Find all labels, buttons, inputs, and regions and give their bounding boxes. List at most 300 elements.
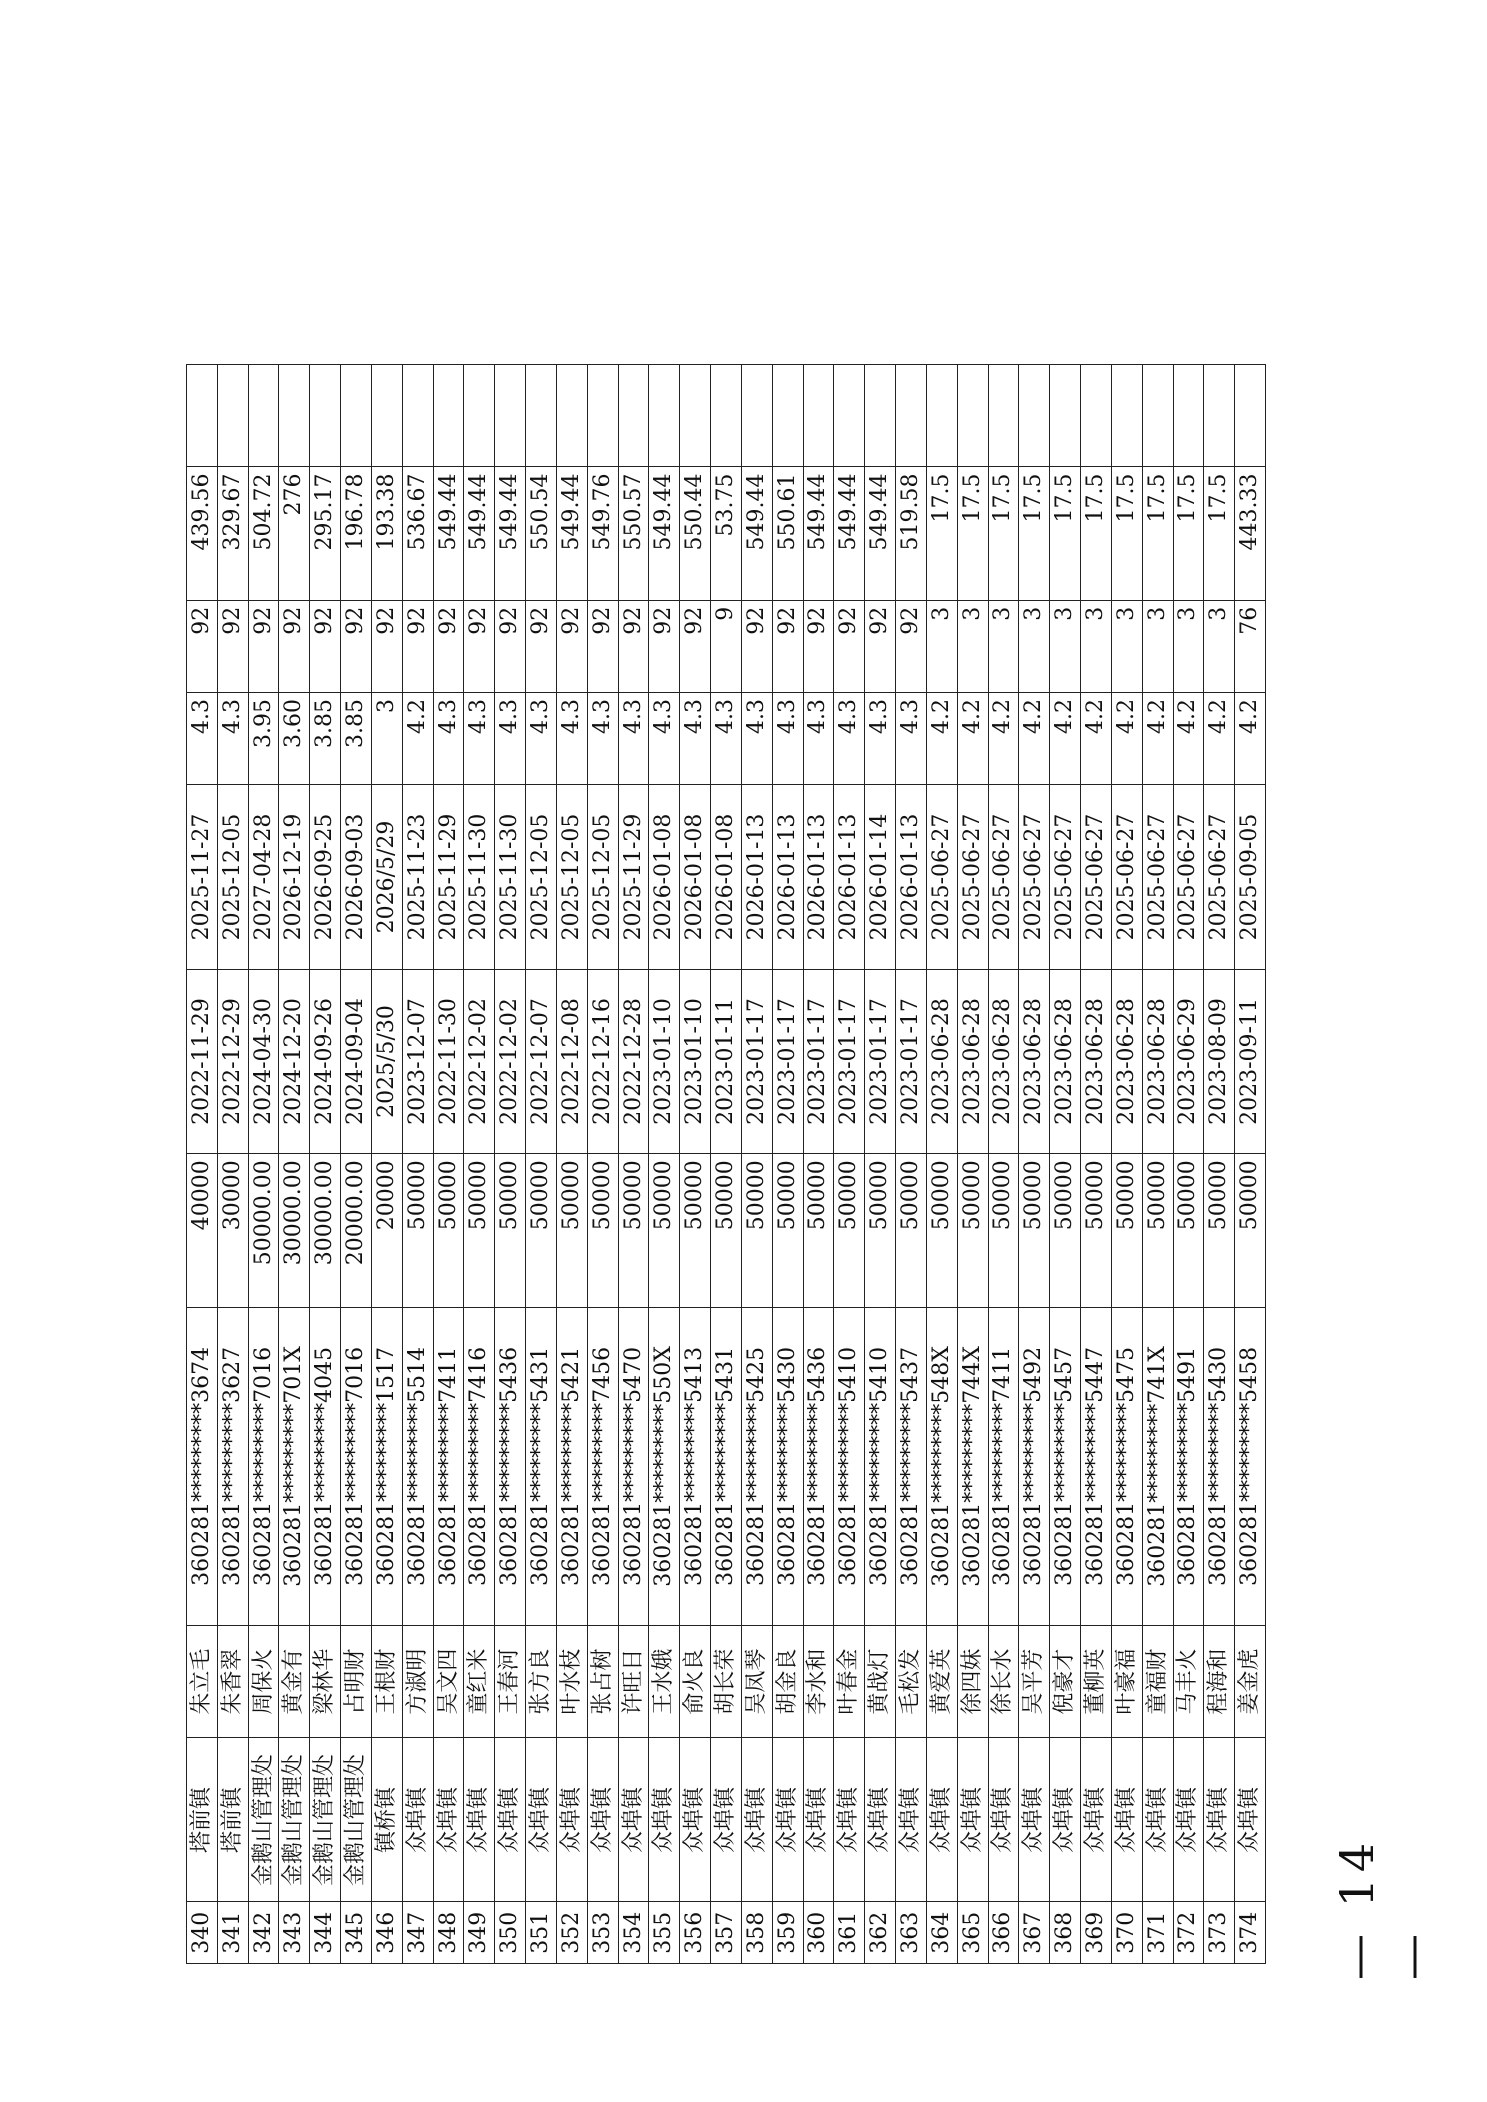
cell-rate: 4.2 — [1235, 693, 1266, 785]
cell-id: 360281*********701X — [279, 1308, 310, 1626]
cell-name: 许旺日 — [618, 1625, 649, 1738]
cell-days: 3 — [1111, 600, 1142, 692]
cell-days: 3 — [1173, 600, 1204, 692]
cell-amount: 50000 — [1019, 1154, 1050, 1308]
cell-start: 2023-12-07 — [402, 969, 433, 1154]
cell-rate: 4.3 — [464, 693, 495, 785]
cell-rate: 3.85 — [341, 693, 372, 785]
cell-id: 360281*********7411 — [433, 1308, 464, 1626]
cell-amount: 50000 — [1142, 1154, 1173, 1308]
cell-days: 92 — [680, 600, 711, 692]
table-body — [187, 365, 1266, 1964]
cell-id: 360281*********5437 — [896, 1308, 927, 1626]
cell-end: 2025-11-29 — [618, 785, 649, 970]
table-row — [741, 365, 772, 1964]
cell-id: 360281*********5413 — [680, 1308, 711, 1626]
cell-interest: 17.5 — [957, 467, 988, 600]
cell-town: 众埠镇 — [1019, 1738, 1050, 1902]
cell-interest: 329.67 — [217, 467, 248, 600]
cell-id: 360281*********1517 — [371, 1308, 402, 1626]
cell-end: 2025-06-27 — [926, 785, 957, 970]
cell-days: 9 — [711, 600, 742, 692]
cell-town: 塔前镇 — [217, 1738, 248, 1902]
cell-id: 360281*********744X — [957, 1308, 988, 1626]
cell-id: 360281*********7456 — [587, 1308, 618, 1626]
cell-no: 360 — [803, 1902, 834, 1964]
cell-rate: 4.2 — [1019, 693, 1050, 785]
cell-name: 王根财 — [371, 1625, 402, 1738]
cell-remark — [371, 365, 402, 468]
cell-town: 众埠镇 — [680, 1738, 711, 1902]
cell-remark — [279, 365, 310, 468]
cell-name: 吴凤琴 — [741, 1625, 772, 1738]
table-row — [865, 365, 896, 1964]
cell-rate: 4.3 — [741, 693, 772, 785]
cell-no: 347 — [402, 1902, 433, 1964]
cell-no: 341 — [217, 1902, 248, 1964]
cell-amount: 50000 — [865, 1154, 896, 1308]
cell-days: 92 — [402, 600, 433, 692]
cell-no: 369 — [1081, 1902, 1112, 1964]
cell-days: 92 — [649, 600, 680, 692]
cell-rate: 4.3 — [187, 693, 218, 785]
cell-rate: 4.3 — [772, 693, 803, 785]
cell-amount: 50000 — [988, 1154, 1019, 1308]
cell-interest: 17.5 — [988, 467, 1019, 600]
cell-name: 黄战灯 — [865, 1625, 896, 1738]
cell-rate: 4.3 — [711, 693, 742, 785]
cell-end: 2025-12-05 — [587, 785, 618, 970]
table-row — [1204, 365, 1235, 1964]
table-row — [988, 365, 1019, 1964]
cell-interest: 519.58 — [896, 467, 927, 600]
cell-no: 350 — [495, 1902, 526, 1964]
cell-id: 360281*********5491 — [1173, 1308, 1204, 1626]
cell-id: 360281*********550X — [649, 1308, 680, 1626]
cell-remark — [680, 365, 711, 468]
cell-remark — [495, 365, 526, 468]
cell-rate: 4.3 — [649, 693, 680, 785]
cell-name: 张占树 — [587, 1625, 618, 1738]
cell-amount: 50000 — [957, 1154, 988, 1308]
cell-remark — [587, 365, 618, 468]
cell-end: 2026-01-08 — [711, 785, 742, 970]
cell-no: 368 — [1050, 1902, 1081, 1964]
cell-no: 363 — [896, 1902, 927, 1964]
table-row — [1050, 365, 1081, 1964]
cell-amount: 50000 — [433, 1154, 464, 1308]
cell-no: 351 — [526, 1902, 557, 1964]
cell-remark — [988, 365, 1019, 468]
cell-interest: 504.72 — [248, 467, 279, 600]
cell-end: 2025-12-05 — [526, 785, 557, 970]
cell-days: 92 — [464, 600, 495, 692]
cell-rate: 4.2 — [1111, 693, 1142, 785]
cell-town: 众埠镇 — [587, 1738, 618, 1902]
cell-no: 365 — [957, 1902, 988, 1964]
table-row — [834, 365, 865, 1964]
cell-town: 金鹅山管理处 — [279, 1738, 310, 1902]
cell-interest: 536.67 — [402, 467, 433, 600]
cell-amount: 30000.00 — [279, 1154, 310, 1308]
cell-rate: 4.3 — [680, 693, 711, 785]
cell-rate: 4.3 — [896, 693, 927, 785]
cell-end: 2025-06-27 — [1050, 785, 1081, 970]
cell-name: 程海和 — [1204, 1625, 1235, 1738]
cell-end: 2025-12-05 — [217, 785, 248, 970]
cell-start: 2024-09-26 — [310, 969, 341, 1154]
cell-end: 2025-06-27 — [1173, 785, 1204, 970]
cell-interest: 549.44 — [649, 467, 680, 600]
cell-days: 3 — [1142, 600, 1173, 692]
cell-amount: 40000 — [187, 1154, 218, 1308]
cell-town: 金鹅山管理处 — [310, 1738, 341, 1902]
cell-id: 360281*********3627 — [217, 1308, 248, 1626]
table-row — [649, 365, 680, 1964]
cell-no: 364 — [926, 1902, 957, 1964]
cell-town: 众埠镇 — [803, 1738, 834, 1902]
cell-town: 众埠镇 — [556, 1738, 587, 1902]
cell-id: 360281*********5431 — [526, 1308, 557, 1626]
cell-end: 2025-06-27 — [957, 785, 988, 970]
cell-interest: 193.38 — [371, 467, 402, 600]
cell-no: 345 — [341, 1902, 372, 1964]
cell-id: 360281*********5436 — [495, 1308, 526, 1626]
cell-start: 2023-01-11 — [711, 969, 742, 1154]
cell-id: 360281*********5425 — [741, 1308, 772, 1626]
cell-end: 2026-01-08 — [680, 785, 711, 970]
cell-interest: 549.44 — [556, 467, 587, 600]
cell-amount: 50000 — [495, 1154, 526, 1308]
cell-town: 众埠镇 — [834, 1738, 865, 1902]
cell-amount: 50000 — [803, 1154, 834, 1308]
cell-rate: 4.3 — [217, 693, 248, 785]
cell-remark — [711, 365, 742, 468]
cell-amount: 20000.00 — [341, 1154, 372, 1308]
cell-town: 众埠镇 — [526, 1738, 557, 1902]
cell-interest: 295.17 — [310, 467, 341, 600]
cell-remark — [1235, 365, 1266, 468]
cell-interest: 550.54 — [526, 467, 557, 600]
cell-town: 众埠镇 — [618, 1738, 649, 1902]
cell-end: 2026-01-13 — [741, 785, 772, 970]
cell-id: 360281*********5421 — [556, 1308, 587, 1626]
cell-days: 92 — [279, 600, 310, 692]
cell-no: 354 — [618, 1902, 649, 1964]
cell-id: 360281*********5470 — [618, 1308, 649, 1626]
cell-amount: 50000 — [402, 1154, 433, 1308]
cell-days: 92 — [896, 600, 927, 692]
cell-days: 92 — [217, 600, 248, 692]
cell-end: 2026-12-19 — [279, 785, 310, 970]
cell-town: 众埠镇 — [988, 1738, 1019, 1902]
cell-name: 胡长荣 — [711, 1625, 742, 1738]
table-row — [310, 365, 341, 1964]
cell-interest: 17.5 — [1050, 467, 1081, 600]
table-row — [587, 365, 618, 1964]
cell-days: 92 — [248, 600, 279, 692]
cell-amount: 50000 — [926, 1154, 957, 1308]
cell-town: 众埠镇 — [896, 1738, 927, 1902]
cell-name: 倪豪才 — [1050, 1625, 1081, 1738]
cell-name: 马丰火 — [1173, 1625, 1204, 1738]
cell-remark — [341, 365, 372, 468]
cell-remark — [896, 365, 927, 468]
cell-remark — [526, 365, 557, 468]
cell-end: 2025-12-05 — [556, 785, 587, 970]
cell-amount: 30000 — [217, 1154, 248, 1308]
cell-end: 2025-11-29 — [433, 785, 464, 970]
table-row — [464, 365, 495, 1964]
cell-end: 2026-09-25 — [310, 785, 341, 970]
cell-remark — [957, 365, 988, 468]
cell-remark — [1050, 365, 1081, 468]
cell-id: 360281*********5457 — [1050, 1308, 1081, 1626]
cell-no: 374 — [1235, 1902, 1266, 1964]
cell-start: 2023-01-10 — [680, 969, 711, 1154]
cell-remark — [1019, 365, 1050, 468]
cell-town: 金鹅山管理处 — [248, 1738, 279, 1902]
cell-end: 2026-01-13 — [834, 785, 865, 970]
cell-end: 2026-01-08 — [649, 785, 680, 970]
cell-start: 2022-11-29 — [187, 969, 218, 1154]
cell-start: 2023-06-28 — [1142, 969, 1173, 1154]
table-row — [1081, 365, 1112, 1964]
cell-amount: 50000 — [1050, 1154, 1081, 1308]
cell-rate: 3.60 — [279, 693, 310, 785]
cell-interest: 17.5 — [1019, 467, 1050, 600]
cell-interest: 17.5 — [1173, 467, 1204, 600]
cell-remark — [618, 365, 649, 468]
table-row — [1019, 365, 1050, 1964]
table-row — [772, 365, 803, 1964]
cell-rate: 4.2 — [1050, 693, 1081, 785]
cell-amount: 50000 — [1111, 1154, 1142, 1308]
cell-start: 2024-09-04 — [341, 969, 372, 1154]
cell-no: 346 — [371, 1902, 402, 1964]
cell-no: 361 — [834, 1902, 865, 1964]
cell-interest: 549.76 — [587, 467, 618, 600]
cell-amount: 50000 — [1081, 1154, 1112, 1308]
cell-name: 徐长水 — [988, 1625, 1019, 1738]
cell-end: 2025-11-23 — [402, 785, 433, 970]
cell-rate: 3.95 — [248, 693, 279, 785]
cell-no: 349 — [464, 1902, 495, 1964]
cell-id: 360281*********5430 — [1204, 1308, 1235, 1626]
cell-no: 342 — [248, 1902, 279, 1964]
cell-days: 3 — [1081, 600, 1112, 692]
cell-no: 343 — [279, 1902, 310, 1964]
cell-days: 92 — [618, 600, 649, 692]
cell-id: 360281*********4045 — [310, 1308, 341, 1626]
cell-name: 吴文四 — [433, 1625, 464, 1738]
cell-interest: 549.44 — [464, 467, 495, 600]
table-row — [433, 365, 464, 1964]
cell-town: 众埠镇 — [464, 1738, 495, 1902]
cell-name: 叶春金 — [834, 1625, 865, 1738]
table-row — [896, 365, 927, 1964]
cell-name: 姜金虎 — [1235, 1625, 1266, 1738]
cell-no: 348 — [433, 1902, 464, 1964]
cell-town: 众埠镇 — [1111, 1738, 1142, 1902]
table-row — [957, 365, 988, 1964]
cell-amount: 50000 — [618, 1154, 649, 1308]
cell-remark — [1111, 365, 1142, 468]
cell-id: 360281*********741X — [1142, 1308, 1173, 1626]
cell-rate: 4.3 — [526, 693, 557, 785]
cell-interest: 549.44 — [834, 467, 865, 600]
cell-id: 360281*********7411 — [988, 1308, 1019, 1626]
table-row — [187, 365, 218, 1964]
cell-town: 众埠镇 — [741, 1738, 772, 1902]
cell-rate: 4.2 — [1142, 693, 1173, 785]
cell-interest: 17.5 — [926, 467, 957, 600]
cell-id: 360281*********5514 — [402, 1308, 433, 1626]
cell-start: 2024-04-30 — [248, 969, 279, 1154]
cell-start: 2023-06-28 — [1081, 969, 1112, 1154]
cell-rate: 3.85 — [310, 693, 341, 785]
cell-end: 2025-06-27 — [1081, 785, 1112, 970]
table-row — [279, 365, 310, 1964]
cell-interest: 53.75 — [711, 467, 742, 600]
cell-start: 2023-06-28 — [1111, 969, 1142, 1154]
cell-days: 3 — [1050, 600, 1081, 692]
cell-id: 360281*********5430 — [772, 1308, 803, 1626]
cell-no: 356 — [680, 1902, 711, 1964]
cell-no: 344 — [310, 1902, 341, 1964]
cell-remark — [865, 365, 896, 468]
cell-remark — [556, 365, 587, 468]
table-row — [1111, 365, 1142, 1964]
cell-end: 2026-01-13 — [772, 785, 803, 970]
cell-no: 353 — [587, 1902, 618, 1964]
cell-days: 92 — [187, 600, 218, 692]
cell-remark — [187, 365, 218, 468]
cell-interest: 17.5 — [1081, 467, 1112, 600]
cell-amount: 50000 — [680, 1154, 711, 1308]
cell-amount: 30000.00 — [310, 1154, 341, 1308]
cell-amount: 50000 — [464, 1154, 495, 1308]
cell-interest: 439.56 — [187, 467, 218, 600]
table-row — [248, 365, 279, 1964]
cell-interest: 550.57 — [618, 467, 649, 600]
cell-rate: 4.2 — [957, 693, 988, 785]
cell-start: 2022-12-02 — [464, 969, 495, 1154]
cell-no: 358 — [741, 1902, 772, 1964]
cell-town: 众埠镇 — [926, 1738, 957, 1902]
cell-amount: 50000 — [1173, 1154, 1204, 1308]
cell-no: 359 — [772, 1902, 803, 1964]
cell-id: 360281*********548X — [926, 1308, 957, 1626]
cell-end: 2026/5/29 — [371, 785, 402, 970]
cell-id: 360281*********5458 — [1235, 1308, 1266, 1626]
cell-name: 胡金良 — [772, 1625, 803, 1738]
cell-start: 2022-12-16 — [587, 969, 618, 1154]
table-row — [1142, 365, 1173, 1964]
cell-name: 张方良 — [526, 1625, 557, 1738]
cell-town: 众埠镇 — [402, 1738, 433, 1902]
cell-start: 2023-06-28 — [926, 969, 957, 1154]
cell-days: 92 — [741, 600, 772, 692]
cell-remark — [1142, 365, 1173, 468]
cell-no: 373 — [1204, 1902, 1235, 1964]
cell-remark — [926, 365, 957, 468]
table-row — [1235, 365, 1266, 1964]
cell-days: 92 — [310, 600, 341, 692]
cell-interest: 550.61 — [772, 467, 803, 600]
table-row — [680, 365, 711, 1964]
cell-id: 360281*********7016 — [341, 1308, 372, 1626]
cell-start: 2023-06-28 — [957, 969, 988, 1154]
cell-remark — [217, 365, 248, 468]
cell-name: 毛松发 — [896, 1625, 927, 1738]
table-row — [371, 365, 402, 1964]
cell-town: 众埠镇 — [1204, 1738, 1235, 1902]
cell-interest: 550.44 — [680, 467, 711, 600]
cell-name: 董柳英 — [1081, 1625, 1112, 1738]
cell-no: 371 — [1142, 1902, 1173, 1964]
cell-id: 360281*********5431 — [711, 1308, 742, 1626]
cell-days: 92 — [433, 600, 464, 692]
cell-start: 2022-11-30 — [433, 969, 464, 1154]
cell-town: 众埠镇 — [772, 1738, 803, 1902]
cell-remark — [248, 365, 279, 468]
cell-days: 92 — [526, 600, 557, 692]
cell-amount: 50000 — [1235, 1154, 1266, 1308]
cell-days: 3 — [1019, 600, 1050, 692]
cell-id: 360281*********5410 — [834, 1308, 865, 1626]
cell-town: 众埠镇 — [1081, 1738, 1112, 1902]
cell-rate: 4.3 — [556, 693, 587, 785]
cell-name: 周保火 — [248, 1625, 279, 1738]
cell-amount: 50000 — [649, 1154, 680, 1308]
cell-start: 2022-12-28 — [618, 969, 649, 1154]
cell-id: 360281*********7016 — [248, 1308, 279, 1626]
cell-start: 2023-06-29 — [1173, 969, 1204, 1154]
cell-amount: 50000 — [896, 1154, 927, 1308]
cell-remark — [772, 365, 803, 468]
cell-remark — [649, 365, 680, 468]
cell-start: 2023-09-11 — [1235, 969, 1266, 1154]
cell-rate: 4.2 — [1081, 693, 1112, 785]
cell-remark — [402, 365, 433, 468]
cell-end: 2025-09-05 — [1235, 785, 1266, 970]
cell-end: 2025-06-27 — [1142, 785, 1173, 970]
cell-amount: 20000 — [371, 1154, 402, 1308]
cell-no: 367 — [1019, 1902, 1050, 1964]
cell-days: 3 — [1204, 600, 1235, 692]
cell-name: 叶水枝 — [556, 1625, 587, 1738]
cell-rate: 4.3 — [865, 693, 896, 785]
cell-name: 王水娥 — [649, 1625, 680, 1738]
cell-start: 2023-01-17 — [896, 969, 927, 1154]
cell-start: 2023-01-17 — [834, 969, 865, 1154]
cell-id: 360281*********3674 — [187, 1308, 218, 1626]
cell-start: 2023-06-28 — [1019, 969, 1050, 1154]
cell-id: 360281*********5492 — [1019, 1308, 1050, 1626]
cell-days: 3 — [988, 600, 1019, 692]
cell-id: 360281*********5436 — [803, 1308, 834, 1626]
cell-start: 2024-12-20 — [279, 969, 310, 1154]
cell-name: 朱香翠 — [217, 1625, 248, 1738]
cell-start: 2023-01-10 — [649, 969, 680, 1154]
table-row — [711, 365, 742, 1964]
cell-name: 童红米 — [464, 1625, 495, 1738]
cell-amount: 50000 — [741, 1154, 772, 1308]
cell-interest: 276 — [279, 467, 310, 600]
cell-start: 2025/5/30 — [371, 969, 402, 1154]
cell-start: 2023-01-17 — [772, 969, 803, 1154]
